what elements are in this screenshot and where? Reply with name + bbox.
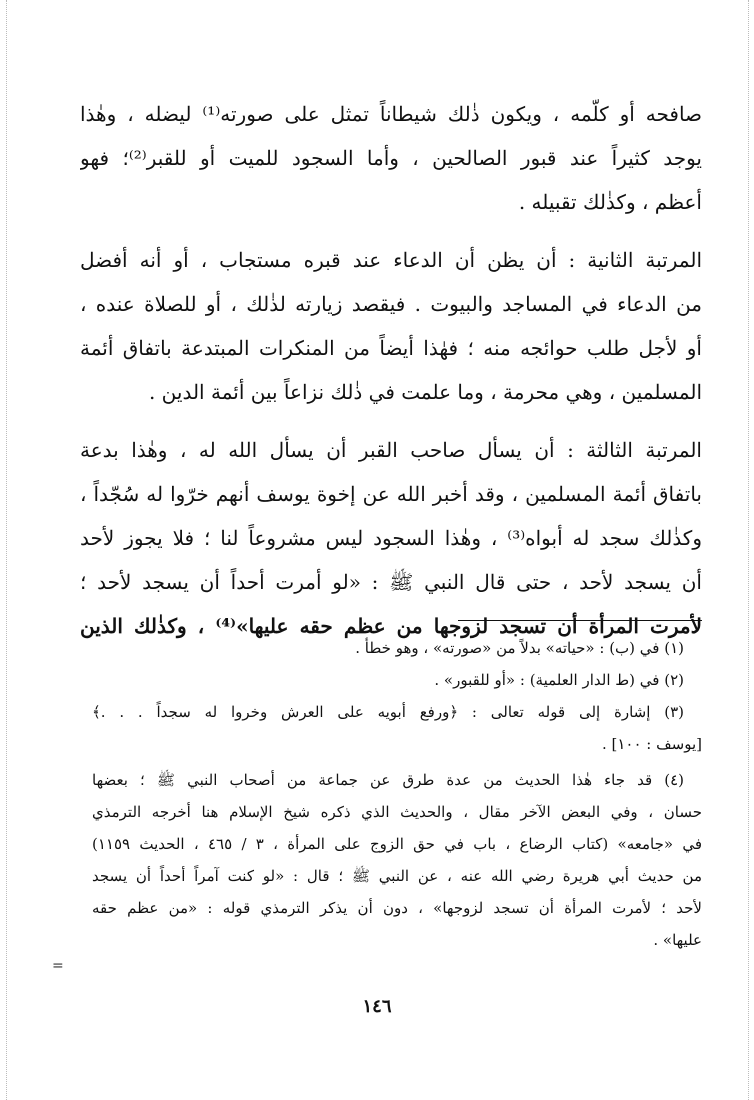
footnote-line: (٢) في (ط الدار العلمية) : «أو للقبور» . bbox=[434, 671, 684, 689]
footnote-line: (٣) إشارة إلى قوله تعالى : ﴿ورفع أبويه على العرش وخروا له سجداً . . .﴾ bbox=[92, 703, 684, 721]
footnote-line: (١) في (ب) : «حياته» بدلاً من «صورته» ، وهو خطأ . bbox=[355, 639, 684, 657]
footnote-line: [يوسف : ١٠٠] . bbox=[601, 735, 702, 753]
text-line: صافحه أو كلّمه ، ويكون ذٰلك شيطاناً تمثل على صورته⁽¹⁾ ليضله ، وهٰذا bbox=[80, 102, 702, 126]
page-number: ١٤٦ bbox=[362, 996, 392, 1017]
text-line: أو لأجل طلب حوائجه منه ؛ فهٰذا أيضاً من المنكرات المبتدعة باتفاق أئمة bbox=[80, 336, 702, 360]
paragraph bbox=[80, 92, 702, 224]
footnote-line: في «جامعه» (كتاب الرضاع ، باب في حق الزوج على المرأة ، ٣ / ٤٦٥ ، الحديث ١١٥٩) bbox=[92, 835, 702, 853]
paragraph bbox=[80, 428, 702, 648]
text-line: باتفاق أئمة المسلمين ، وقد أخبر الله عن إخوة يوسف أنهم خرّوا له سُجّداً ، bbox=[80, 482, 702, 506]
footnote bbox=[92, 664, 702, 696]
margin-mark: = bbox=[52, 958, 64, 974]
footnote bbox=[92, 632, 702, 664]
footnote-line: عليها» . bbox=[653, 931, 702, 949]
text-line: لأمرت المرأة أن تسجد لزوجها من عظم حقه عليها»⁽⁴⁾ ، وكذٰلك الذين bbox=[80, 614, 702, 638]
text-line: وكذٰلك سجد له أبواه⁽³⁾ ، وهٰذا السجود ليس مشروعاً لنا ؛ فلا يجوز لأحد bbox=[80, 526, 702, 550]
text-line: المرتبة الثانية : أن يظن أن الدعاء عند قبره مستجاب ، أو أنه أفضل bbox=[80, 248, 702, 272]
text-line: من الدعاء في المساجد والبيوت . فيقصد زيارته لذٰلك ، أو للصلاة عنده ، bbox=[80, 292, 702, 316]
footnotes bbox=[92, 632, 702, 956]
text-line: يوجد كثيراً عند قبور الصالحين ، وأما السجود للميت أو للقبر⁽²⁾؛ فهو bbox=[80, 146, 702, 170]
main-text bbox=[80, 92, 702, 648]
text-line: أن يسجد لأحد ، حتى قال النبي ﷺ : «لو أمرت أحداً أن يسجد لأحد ؛ bbox=[80, 570, 702, 594]
footnote-line: من حديث أبي هريرة رضي الله عنه ، عن النبي ﷺ ؛ قال : «لو كنت آمراً أحداً أن يسجد bbox=[92, 867, 702, 885]
footnote-separator bbox=[458, 620, 702, 621]
footnote bbox=[92, 764, 702, 956]
footnote-line: حسان ، وفي البعض الآخر مقال ، والحديث الذي ذكره شيخ الإسلام هنا أخرجه الترمذي bbox=[92, 803, 702, 821]
text-line: أعظم ، وكذٰلك تقبيله . bbox=[518, 190, 702, 214]
footnote-line: لأحد ؛ لأمرت المرأة أن تسجد لزوجها» ، دون أن يذكر الترمذي قوله : «من عظم حقه bbox=[92, 899, 702, 917]
text-line: المسلمين ، وهي محرمة ، وما علمت في ذٰلك نزاعاً بين أئمة الدين . bbox=[148, 380, 702, 404]
page-edge-left bbox=[6, 0, 7, 1100]
text-line: المرتبة الثالثة : أن يسأل صاحب القبر أن يسأل الله له ، وهٰذا بدعة bbox=[80, 438, 702, 462]
footnote-line: (٤) قد جاء هٰذا الحديث من عدة طرق عن جماعة من أصحاب النبي ﷺ ؛ بعضها bbox=[92, 771, 684, 789]
footnote bbox=[92, 696, 702, 760]
paragraph bbox=[80, 238, 702, 414]
page-edge-right bbox=[748, 0, 749, 1100]
